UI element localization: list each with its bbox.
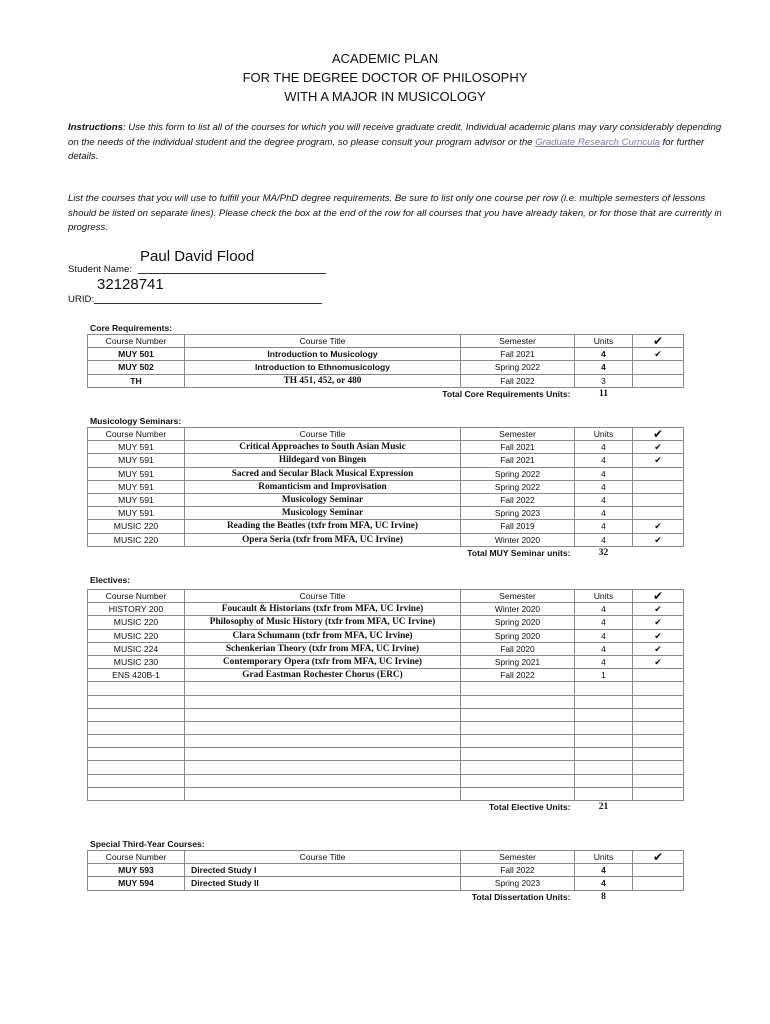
course-number-empty[interactable] xyxy=(88,721,185,734)
course-number-empty[interactable] xyxy=(88,787,185,800)
checkbox-empty[interactable] xyxy=(633,787,684,800)
urid-label: URID: xyxy=(68,294,95,305)
checkbox-empty[interactable] xyxy=(633,761,684,774)
course-title[interactable]: Introduction to Ethnomusicology xyxy=(185,361,461,374)
units[interactable]: 4 xyxy=(575,454,633,467)
header-course-number: Course Number xyxy=(88,851,185,864)
units[interactable]: 4 xyxy=(575,467,633,480)
elective-total-value[interactable]: 21 xyxy=(598,802,609,813)
header-units: Units xyxy=(575,428,633,441)
course-number[interactable]: MUY 591 xyxy=(88,454,185,467)
course-title-empty[interactable] xyxy=(185,708,461,721)
course-number[interactable]: HISTORY 200 xyxy=(88,603,185,616)
course-title-empty[interactable] xyxy=(185,682,461,695)
completed-checkbox[interactable]: ✔ xyxy=(633,441,684,454)
header-course-number: Course Number xyxy=(88,428,185,441)
units[interactable]: 4 xyxy=(575,520,633,533)
semester[interactable]: Fall 2021 xyxy=(461,348,575,361)
course-title-empty[interactable] xyxy=(185,748,461,761)
units[interactable]: 4 xyxy=(575,655,633,668)
units-empty[interactable] xyxy=(575,748,633,761)
course-number[interactable]: MUSIC 220 xyxy=(88,616,185,629)
units[interactable]: 4 xyxy=(575,441,633,454)
table-row xyxy=(88,864,684,877)
units[interactable]: 4 xyxy=(575,603,633,616)
checkbox-empty[interactable] xyxy=(633,721,684,734)
total-row xyxy=(88,387,684,400)
semester-empty[interactable] xyxy=(461,774,575,787)
course-number[interactable]: ENS 420B-1 xyxy=(88,669,185,682)
checkbox-empty[interactable] xyxy=(633,682,684,695)
course-title[interactable]: TH 451, 452, or 480 xyxy=(185,374,461,387)
course-title[interactable]: Sacred and Secular Black Musical Expression xyxy=(185,467,461,480)
completed-checkbox[interactable]: ✔ xyxy=(633,603,684,616)
header-check-icon: ✔ xyxy=(633,335,684,348)
completed-checkbox[interactable] xyxy=(633,669,684,682)
header-course-title: Course Title xyxy=(185,428,461,441)
course-title[interactable]: Directed Study I xyxy=(185,864,461,877)
units-empty[interactable] xyxy=(575,774,633,787)
semester[interactable]: Fall 2020 xyxy=(461,642,575,655)
semester[interactable]: Fall 2021 xyxy=(461,454,575,467)
units[interactable]: 4 xyxy=(575,507,633,520)
header-course-number: Course Number xyxy=(88,590,185,603)
urid-value[interactable]: 32128741 xyxy=(97,276,164,293)
course-title[interactable]: Musicology Seminar xyxy=(185,493,461,506)
empty-row xyxy=(88,695,684,708)
completed-checkbox[interactable] xyxy=(633,864,684,877)
core-requirements-table xyxy=(87,334,684,400)
table-row xyxy=(88,467,684,480)
course-number-empty[interactable] xyxy=(88,708,185,721)
empty-row xyxy=(88,721,684,734)
table-row xyxy=(88,480,684,493)
units[interactable]: 4 xyxy=(575,493,633,506)
semester[interactable]: Winter 2020 xyxy=(461,533,575,546)
dissertation-total-label: Total Dissertation Units: xyxy=(471,891,571,902)
table-row xyxy=(88,361,684,374)
course-number-empty[interactable] xyxy=(88,735,185,748)
dissertation-total-value[interactable]: 8 xyxy=(601,891,606,902)
completed-checkbox[interactable]: ✔ xyxy=(633,533,684,546)
course-number[interactable]: MUSIC 230 xyxy=(88,655,185,668)
header-semester: Semester xyxy=(461,851,575,864)
units-empty[interactable] xyxy=(575,735,633,748)
table-row xyxy=(88,520,684,533)
semester[interactable]: Spring 2021 xyxy=(461,655,575,668)
completed-checkbox[interactable]: ✔ xyxy=(633,454,684,467)
table-row xyxy=(88,454,684,467)
empty-row xyxy=(88,748,684,761)
course-number[interactable]: MUY 591 xyxy=(88,441,185,454)
units[interactable]: 4 xyxy=(575,616,633,629)
empty-row xyxy=(88,787,684,800)
musicology-seminars-label: Musicology Seminars: xyxy=(90,416,182,426)
course-number[interactable]: MUY 591 xyxy=(88,480,185,493)
course-title[interactable]: Romanticism and Improvisation xyxy=(185,480,461,493)
course-number[interactable]: TH xyxy=(88,374,185,387)
seminar-total-value[interactable]: 32 xyxy=(598,547,609,558)
instructions-paragraph xyxy=(68,121,728,165)
header-semester: Semester xyxy=(461,590,575,603)
units[interactable]: 4 xyxy=(575,480,633,493)
course-title[interactable]: Introduction to Musicology xyxy=(185,348,461,361)
semester[interactable]: Spring 2023 xyxy=(461,507,575,520)
semester[interactable]: Spring 2022 xyxy=(461,467,575,480)
header-check-icon: ✔ xyxy=(633,590,684,603)
special-courses-table xyxy=(87,850,684,903)
title-line-3: WITH A MAJOR IN MUSICOLOGY xyxy=(284,89,486,104)
musicology-seminars-table xyxy=(87,427,684,559)
course-number-empty[interactable] xyxy=(88,774,185,787)
completed-checkbox[interactable] xyxy=(633,877,684,890)
course-number-empty[interactable] xyxy=(88,682,185,695)
empty-row xyxy=(88,761,684,774)
course-number[interactable]: MUSIC 220 xyxy=(88,629,185,642)
completed-checkbox[interactable] xyxy=(633,493,684,506)
completed-checkbox[interactable] xyxy=(633,361,684,374)
table-row xyxy=(88,374,684,387)
instructions-text: : Use this form to list all of the courses for which you will receive graduate credit. Individual academic plans may vary considerably depending on the needs of the individual student and the degree program, so please consult your program advisor or the xyxy=(68,122,722,148)
course-title[interactable]: Contemporary Opera (txfr from MFA, UC Irvine) xyxy=(185,655,461,668)
course-title[interactable]: Directed Study II xyxy=(185,877,461,890)
header-check-icon: ✔ xyxy=(633,851,684,864)
header-check-icon: ✔ xyxy=(633,428,684,441)
empty-row xyxy=(88,735,684,748)
course-title[interactable]: Schenkerian Theory (txfr from MFA, UC Irvine) xyxy=(185,642,461,655)
instructions-label: Instructions xyxy=(68,122,123,133)
course-number[interactable]: MUY 591 xyxy=(88,507,185,520)
checkbox-empty[interactable] xyxy=(633,774,684,787)
units[interactable]: 4 xyxy=(575,642,633,655)
semester[interactable]: Spring 2023 xyxy=(461,877,575,890)
document-title xyxy=(0,49,770,106)
table-row xyxy=(88,629,684,642)
table-row xyxy=(88,655,684,668)
header-semester: Semester xyxy=(461,428,575,441)
table-row xyxy=(88,507,684,520)
completed-checkbox[interactable]: ✔ xyxy=(633,616,684,629)
elective-total-label: Total Elective Units: xyxy=(489,802,571,813)
completed-checkbox[interactable]: ✔ xyxy=(633,655,684,668)
electives-label: Electives: xyxy=(90,575,131,585)
title-line-1: ACADEMIC PLAN xyxy=(331,51,439,66)
units-empty[interactable] xyxy=(575,787,633,800)
completed-checkbox[interactable]: ✔ xyxy=(633,348,684,361)
semester[interactable]: Fall 2022 xyxy=(461,669,575,682)
semester[interactable]: Spring 2020 xyxy=(461,616,575,629)
course-title[interactable]: Reading the Beatles (txfr from MFA, UC Irvine) xyxy=(185,520,461,533)
completed-checkbox[interactable] xyxy=(633,467,684,480)
course-title-empty[interactable] xyxy=(185,721,461,734)
completed-checkbox[interactable]: ✔ xyxy=(633,629,684,642)
semester[interactable]: Spring 2022 xyxy=(461,480,575,493)
semester-empty[interactable] xyxy=(461,721,575,734)
header-course-title: Course Title xyxy=(185,851,461,864)
core-total-value[interactable]: 11 xyxy=(599,388,608,399)
semester-empty[interactable] xyxy=(461,748,575,761)
completed-checkbox[interactable]: ✔ xyxy=(633,520,684,533)
course-title-empty[interactable] xyxy=(185,695,461,708)
header-course-number: Course Number xyxy=(88,335,185,348)
units[interactable]: 3 xyxy=(575,374,633,387)
empty-row xyxy=(88,774,684,787)
course-number-empty[interactable] xyxy=(88,761,185,774)
semester[interactable]: Winter 2020 xyxy=(461,603,575,616)
course-number[interactable]: MUY 593 xyxy=(88,864,185,877)
course-title[interactable]: Clara Schumann (txfr from MFA, UC Irvine) xyxy=(185,629,461,642)
table-row xyxy=(88,669,684,682)
total-row xyxy=(88,801,684,814)
semester-empty[interactable] xyxy=(461,761,575,774)
semester[interactable]: Spring 2022 xyxy=(461,361,575,374)
semester[interactable]: Fall 2022 xyxy=(461,864,575,877)
checkbox-empty[interactable] xyxy=(633,695,684,708)
course-title-empty[interactable] xyxy=(185,761,461,774)
units-empty[interactable] xyxy=(575,761,633,774)
course-title[interactable]: Grad Eastman Rochester Chorus (ERC) xyxy=(185,669,461,682)
course-title-empty[interactable] xyxy=(185,787,461,800)
table-row xyxy=(88,603,684,616)
header-course-title: Course Title xyxy=(185,590,461,603)
table-row xyxy=(88,533,684,546)
urid-line xyxy=(94,303,322,304)
course-title[interactable]: Critical Approaches to South Asian Music xyxy=(185,441,461,454)
semester[interactable]: Spring 2020 xyxy=(461,629,575,642)
completed-checkbox[interactable] xyxy=(633,480,684,493)
header-semester: Semester xyxy=(461,335,575,348)
core-requirements-label: Core Requirements: xyxy=(90,323,173,333)
header-units: Units xyxy=(575,851,633,864)
semester[interactable]: Fall 2022 xyxy=(461,374,575,387)
course-number[interactable]: MUY 502 xyxy=(88,361,185,374)
units[interactable]: 4 xyxy=(575,629,633,642)
semester[interactable]: Fall 2022 xyxy=(461,493,575,506)
checkbox-empty[interactable] xyxy=(633,708,684,721)
course-title-empty[interactable] xyxy=(185,735,461,748)
header-course-title: Course Title xyxy=(185,335,461,348)
course-title-empty[interactable] xyxy=(185,774,461,787)
units[interactable]: 4 xyxy=(575,361,633,374)
special-courses-label: Special Third-Year Courses: xyxy=(90,839,205,849)
units-empty[interactable] xyxy=(575,721,633,734)
course-title[interactable]: Hildegard von Bingen xyxy=(185,454,461,467)
completed-checkbox[interactable] xyxy=(633,507,684,520)
student-name-value[interactable]: Paul David Flood xyxy=(140,248,255,265)
course-number[interactable]: MUSIC 220 xyxy=(88,520,185,533)
total-row xyxy=(88,890,684,903)
units-empty[interactable] xyxy=(575,708,633,721)
course-number-empty[interactable] xyxy=(88,748,185,761)
course-number-empty[interactable] xyxy=(88,695,185,708)
units[interactable]: 4 xyxy=(575,864,633,877)
student-name-line xyxy=(138,273,326,274)
electives-table xyxy=(87,589,684,813)
units-empty[interactable] xyxy=(575,695,633,708)
table-row xyxy=(88,642,684,655)
checkbox-empty[interactable] xyxy=(633,735,684,748)
course-number[interactable]: MUY 594 xyxy=(88,877,185,890)
completed-checkbox[interactable] xyxy=(633,374,684,387)
list-instructions: List the courses that you will use to fulfill your MA/PhD degree requirements. Be sure to list only one course per row (i.e. multiple semesters of lessons should be listed on separate lines). Please check the box at the end of the row for all courses that you have already taken, or for those that are currently in progress. xyxy=(68,193,722,233)
semester[interactable]: Fall 2019 xyxy=(461,520,575,533)
header-units: Units xyxy=(575,335,633,348)
semester-empty[interactable] xyxy=(461,735,575,748)
course-title[interactable]: Philosophy of Music History (txfr from MFA, UC Irvine) xyxy=(185,616,461,629)
student-name-label: Student Name: xyxy=(68,264,132,275)
core-total-label: Total Core Requirements Units: xyxy=(442,388,571,399)
header-units: Units xyxy=(575,590,633,603)
total-row xyxy=(88,546,684,559)
semester[interactable]: Fall 2021 xyxy=(461,441,575,454)
title-line-2: FOR THE DEGREE DOCTOR OF PHILOSOPHY xyxy=(242,70,528,85)
seminar-total-label: Total MUY Seminar units: xyxy=(467,547,571,558)
course-number[interactable]: MUY 591 xyxy=(88,467,185,480)
units-empty[interactable] xyxy=(575,682,633,695)
course-title[interactable]: Musicology Seminar xyxy=(185,507,461,520)
course-number[interactable]: MUY 591 xyxy=(88,493,185,506)
table-row xyxy=(88,348,684,361)
semester-empty[interactable] xyxy=(461,787,575,800)
course-title[interactable]: Opera Seria (txfr from MFA, UC Irvine) xyxy=(185,533,461,546)
course-number[interactable]: MUSIC 220 xyxy=(88,533,185,546)
graduate-research-curricula-link[interactable]: Graduate Research Curricula xyxy=(535,136,660,148)
instructions-tail: for further details. xyxy=(68,136,705,162)
semester-empty[interactable] xyxy=(461,695,575,708)
table-row xyxy=(88,877,684,890)
semester-empty[interactable] xyxy=(461,682,575,695)
empty-row xyxy=(88,682,684,695)
course-number[interactable]: MUY 501 xyxy=(88,348,185,361)
table-row xyxy=(88,441,684,454)
checkbox-empty[interactable] xyxy=(633,748,684,761)
units[interactable]: 4 xyxy=(575,533,633,546)
table-row xyxy=(88,616,684,629)
completed-checkbox[interactable]: ✔ xyxy=(633,642,684,655)
units[interactable]: 4 xyxy=(575,877,633,890)
course-number[interactable]: MUSIC 224 xyxy=(88,642,185,655)
table-row xyxy=(88,493,684,506)
empty-row xyxy=(88,708,684,721)
course-title[interactable]: Foucault & Historians (txfr from MFA, UC Irvine) xyxy=(185,603,461,616)
units[interactable]: 1 xyxy=(575,669,633,682)
semester-empty[interactable] xyxy=(461,708,575,721)
units[interactable]: 4 xyxy=(575,348,633,361)
